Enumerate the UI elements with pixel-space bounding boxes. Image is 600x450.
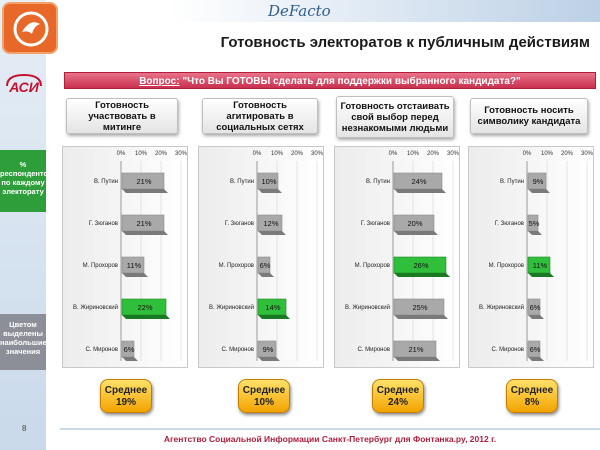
category-label: М. Прохоров — [218, 263, 254, 269]
bar-shadow — [394, 189, 446, 193]
category-label: М. Прохоров — [82, 263, 118, 269]
chart-panel-4 — [468, 146, 594, 368]
average-badge-2 — [238, 379, 290, 413]
tick-label: 30% — [446, 151, 460, 157]
average-label: Среднее — [104, 385, 148, 396]
tick-label: 0% — [388, 151, 398, 157]
company-logo — [2, 2, 58, 54]
chart-panel-3 — [334, 146, 460, 368]
column-header-defend: Готовность отстаивать свой выбор перед незнакомыми людьми — [336, 96, 454, 138]
svg-text:АСИ: АСИ — [9, 79, 39, 95]
chart-social — [199, 147, 325, 369]
acsi-logo — [4, 72, 44, 102]
category-label: Г. Зюганов — [494, 221, 524, 227]
data-label: 6% — [529, 345, 541, 354]
bar-shadow — [258, 189, 282, 193]
bar-shadow — [122, 189, 168, 193]
bar-shadow — [394, 231, 438, 235]
bar-shadow — [122, 315, 170, 319]
average-badge-1 — [100, 379, 152, 413]
average-badge-4 — [506, 379, 558, 413]
bar-shadow — [258, 315, 290, 319]
category-label: В. Жириновский — [344, 305, 390, 311]
category-label: С. Миронов — [357, 347, 390, 353]
category-label: В. Жириновский — [208, 305, 254, 311]
category-label: В. Путин — [229, 179, 254, 185]
question-text: "Что Вы ГОТОВЫ сделать для поддержки выбранного кандидата?" — [182, 76, 521, 87]
data-label: 21% — [136, 219, 152, 228]
left-sidebar — [0, 0, 46, 450]
category-label: М. Прохоров — [354, 263, 390, 269]
tick-label: 0% — [522, 151, 532, 157]
tick-label: 30% — [580, 151, 594, 157]
data-label: 11% — [532, 261, 548, 270]
data-label: 22% — [137, 303, 153, 312]
data-label: 6% — [123, 345, 135, 354]
category-label: В. Жириновский — [478, 305, 524, 311]
data-label: 6% — [529, 303, 541, 312]
column-header-symbols: Готовность носить символику кандидата — [470, 98, 588, 134]
chart-panel-1 — [62, 146, 188, 368]
tick-label: 10% — [406, 151, 420, 157]
footer-credit: Агентство Социальной Информации Санкт-Петербург для Фонтанка.ру, 2012 г. — [163, 434, 497, 444]
brand-name: DeFacto — [268, 2, 331, 20]
bar-shadow — [258, 231, 286, 235]
average-value: 10% — [253, 397, 274, 408]
data-label: 11% — [126, 261, 142, 270]
data-label: 21% — [136, 177, 152, 186]
question-banner — [64, 72, 596, 89]
category-label: С. Миронов — [221, 347, 254, 353]
average-value: 19% — [115, 397, 136, 408]
average-label: Среднее — [510, 385, 554, 396]
tick-label: 0% — [116, 151, 126, 157]
data-label: 26% — [413, 261, 429, 270]
page-title: Готовность электоратов к публичным действиям — [220, 34, 590, 51]
column-header-social: Готовность агитировать в социальных сетях — [202, 98, 318, 134]
category-label: Г. Зюганов — [88, 221, 118, 227]
tick-label: 10% — [270, 151, 284, 157]
tick-label: 10% — [134, 151, 148, 157]
average-value: 8% — [524, 397, 540, 408]
average-label: Среднее — [376, 385, 420, 396]
respondents-note: % респондентов, по каждому электорату — [0, 150, 46, 212]
category-label: В. Путин — [93, 179, 118, 185]
bar-shadow — [394, 273, 450, 277]
category-label: В. Путин — [365, 179, 390, 185]
tick-label: 20% — [560, 151, 574, 157]
category-label: М. Прохоров — [488, 263, 524, 269]
question-label: Вопрос: — [139, 76, 180, 87]
data-label: 24% — [411, 177, 427, 186]
data-label: 9% — [532, 177, 544, 186]
data-label: 14% — [265, 303, 281, 312]
data-label: 5% — [528, 219, 540, 228]
tick-label: 20% — [290, 151, 304, 157]
data-label: 25% — [412, 303, 428, 312]
chart-panel-2 — [198, 146, 324, 368]
tick-label: 10% — [540, 151, 554, 157]
page-number: 8 — [22, 424, 27, 433]
tick-label: 30% — [310, 151, 324, 157]
chart-symbols — [469, 147, 595, 369]
data-label: 6% — [259, 261, 271, 270]
data-label: 12% — [263, 219, 279, 228]
category-label: Г. Зюганов — [360, 221, 390, 227]
data-label: 20% — [407, 219, 423, 228]
category-label: С. Миронов — [491, 347, 524, 353]
highlight-note: Цветом выделены наибольшие значения — [0, 314, 46, 370]
bar-shadow — [528, 315, 544, 319]
brand-bar — [170, 0, 600, 22]
bar-shadow — [122, 357, 138, 361]
category-label: Г. Зюганов — [224, 221, 254, 227]
bar-shadow — [122, 231, 168, 235]
footer-divider — [60, 428, 600, 430]
bar-shadow — [394, 315, 448, 319]
data-label: 21% — [408, 345, 424, 354]
category-label: С. Миронов — [85, 347, 118, 353]
bird-logo-icon — [12, 10, 50, 48]
tick-label: 20% — [154, 151, 168, 157]
data-label: 9% — [262, 345, 274, 354]
bar-shadow — [122, 273, 148, 277]
bar-shadow — [528, 231, 542, 235]
column-header-rally: Готовность участвовать в митинге — [66, 98, 178, 134]
chart-rally — [63, 147, 189, 369]
category-label: В. Путин — [499, 179, 524, 185]
category-label: В. Жириновский — [72, 305, 118, 311]
bar-shadow — [528, 357, 544, 361]
average-badge-3 — [372, 379, 424, 413]
tick-label: 0% — [252, 151, 262, 157]
tick-label: 20% — [426, 151, 440, 157]
average-value: 24% — [387, 397, 408, 408]
chart-defend — [335, 147, 461, 369]
bar-shadow — [394, 357, 440, 361]
tick-label: 30% — [174, 151, 188, 157]
bar-shadow — [528, 273, 554, 277]
bar-shadow — [258, 273, 274, 277]
data-label: 10% — [261, 177, 277, 186]
average-label: Среднее — [242, 385, 286, 396]
